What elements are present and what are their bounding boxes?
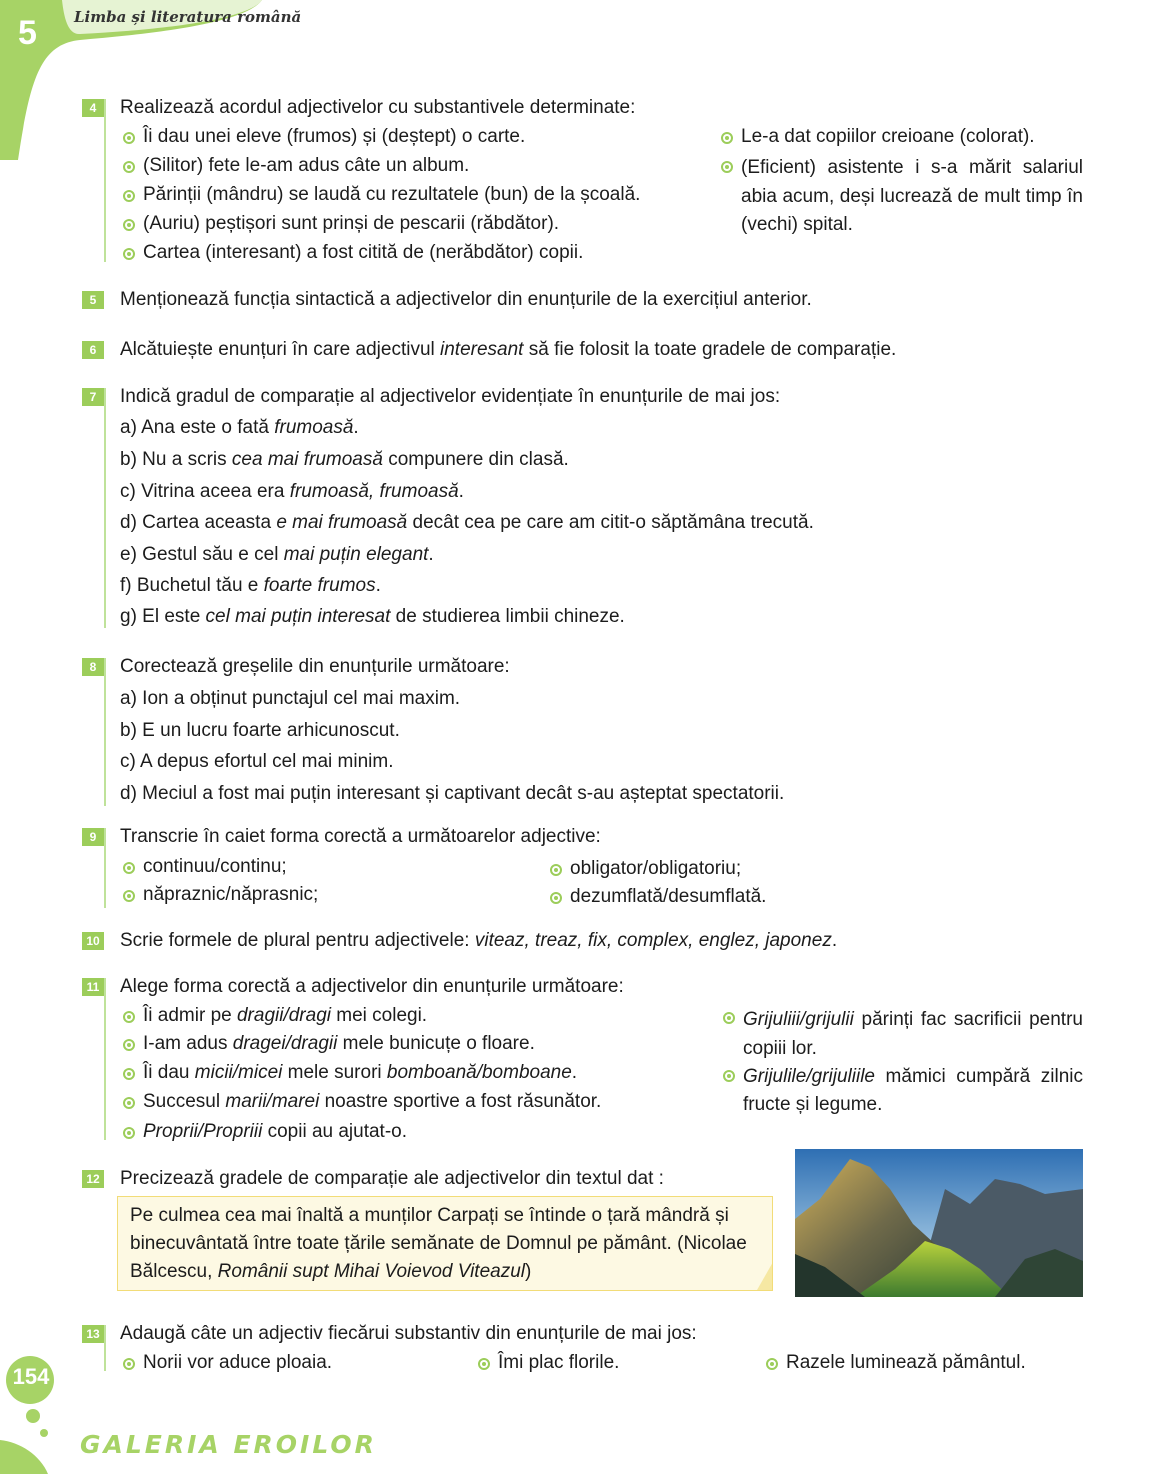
exercise-number: 10 xyxy=(82,932,104,950)
list-item: a) Ana este o fată frumoasă. xyxy=(120,417,359,438)
list-item: e) Gestul său e cel mai puțin elegant. xyxy=(120,544,434,565)
list-item: dezumflată/desumflată. xyxy=(570,886,767,907)
exercise-number: 5 xyxy=(82,291,104,309)
list-item: d) Meciul a fost mai puțin interesant și captivant decât s-au așteptat spectatorii. xyxy=(120,783,785,804)
list-item: I-am adus dragei/dragii mele bunicuțe o floare. xyxy=(143,1033,535,1054)
exercise-bar xyxy=(104,99,106,262)
list-item: g) El este cel mai puțin interesat de studierea limbii chineze. xyxy=(120,606,625,627)
list-item: Grijuliii/grijulii părinți fac sacrificii pentru copiii lor. xyxy=(743,1005,1083,1063)
exercise-prompt: Realizează acordul adjectivelor cu substantivele determinate: xyxy=(120,97,636,118)
list-item: a) Ion a obținut punctajul cel mai maxim. xyxy=(120,688,461,709)
exercise-prompt: Indică gradul de comparație al adjectivelor evidențiate în enunțurile de mai jos: xyxy=(120,386,781,407)
list-item: Le-a dat copiilor creioane (colorat). xyxy=(741,126,1035,147)
list-item: năpraznic/năprasnic; xyxy=(143,884,319,905)
exercise-bar xyxy=(104,1325,106,1371)
exercise-prompt: Transcrie în caiet forma corectă a următoarelor adjective: xyxy=(120,826,601,847)
exercise-bar xyxy=(104,388,106,628)
list-item: b) Nu a scris cea mai frumoasă compunere din clasă. xyxy=(120,449,569,470)
exercise-prompt: Menționează funcția sintactică a adjectivelor din enunțurile de la exercițiul anterior. xyxy=(120,289,812,310)
list-item: Grijulile/grijuliile mămici cumpără zilnic fructe și legume. xyxy=(743,1063,1083,1119)
list-item: Îi dau micii/micei mele surori bomboană/bomboane. xyxy=(143,1062,578,1083)
exercise-number: 4 xyxy=(82,99,104,117)
list-item: (Eficient) asistente i s-a mărit salariul abia acum, deși lucrează de mult timp în (vechi) spital. xyxy=(741,154,1083,240)
list-item: c) Vitrina aceea era frumoasă, frumoasă. xyxy=(120,481,464,502)
exercise-bar xyxy=(104,978,106,1140)
list-item: Îi dau unei eleve (frumos) și (deștept) o carte. xyxy=(143,126,526,147)
exercise-prompt: Alcătuiește enunțuri în care adjectivul interesant să fie folosit la toate gradele de comparație. xyxy=(120,339,897,360)
list-item: Îi admir pe dragii/dragi mei colegi. xyxy=(143,1005,428,1026)
list-item: Cartea (interesant) a fost citită de (nerăbdător) copii. xyxy=(143,242,584,263)
exercise-prompt: Adaugă câte un adjectiv fiecărui substantiv din enunțurile de mai jos: xyxy=(120,1323,697,1344)
chapter-number: 5 xyxy=(18,14,37,52)
exercise-number: 9 xyxy=(82,828,104,846)
exercise-number: 6 xyxy=(82,341,104,359)
list-item: c) A depus efortul cel mai minim. xyxy=(120,751,394,772)
list-item: (Silitor) fete le-am adus câte un album. xyxy=(143,155,470,176)
exercise-prompt: Scrie formele de plural pentru adjectivele: viteaz, treaz, fix, complex, englez, japonez. xyxy=(120,930,838,951)
list-item: (Auriu) peștișori sunt prinși de pescarii (răbdător). xyxy=(143,213,560,234)
list-item: Proprii/Propriii copii au ajutat-o. xyxy=(143,1121,408,1142)
series-title: GALERIA EROILOR xyxy=(80,1430,377,1459)
exercise-bar xyxy=(104,828,106,908)
exercise-number: 13 xyxy=(82,1325,104,1343)
exercise-bar xyxy=(104,658,106,806)
page-number: 154 xyxy=(12,1364,50,1389)
list-item: f) Buchetul tău e foarte frumos. xyxy=(120,575,381,596)
list-item: Razele luminează pământul. xyxy=(786,1352,1026,1373)
list-item: d) Cartea aceasta e mai frumoasă decât cea pe care am citit-o săptămâna trecută. xyxy=(120,512,814,533)
exercise-number: 11 xyxy=(82,978,104,996)
footer-decoration xyxy=(0,1330,60,1474)
exercise-prompt: Precizează gradele de comparație ale adjectivelor din textul dat : xyxy=(120,1168,664,1189)
exercise-number: 7 xyxy=(82,388,104,406)
mountain-photo xyxy=(795,1149,1083,1297)
list-item: Îmi plac florile. xyxy=(498,1352,620,1373)
exercise-number: 12 xyxy=(82,1170,104,1188)
exercise-prompt: Corectează greșelile din enunțurile următoare: xyxy=(120,656,510,677)
exercise-prompt: Alege forma corectă a adjectivelor din enunțurile următoare: xyxy=(120,976,624,997)
list-item: Succesul marii/marei noastre sportive a fost răsunător. xyxy=(143,1091,602,1112)
list-item: b) E un lucru foarte arhicunoscut. xyxy=(120,720,400,741)
subject-title: Limba și literatura română xyxy=(74,8,302,26)
list-item: continuu/continu; xyxy=(143,856,287,877)
exercise-number: 8 xyxy=(82,658,104,676)
list-item: Părinții (mândru) se laudă cu rezultatele (bun) de la școală. xyxy=(143,184,641,205)
list-item: obligator/obligatoriu; xyxy=(570,858,742,879)
list-item: Norii vor aduce ploaia. xyxy=(143,1352,333,1373)
quote-text: Pe culmea cea mai înaltă a munților Carpați se întinde o țară mândră și binecuvântată între toate țările semănate de Domnul pe pământ. (Nicolae Bălcescu, Românii supt Mihai Voievod Viteazul) xyxy=(130,1205,747,1282)
